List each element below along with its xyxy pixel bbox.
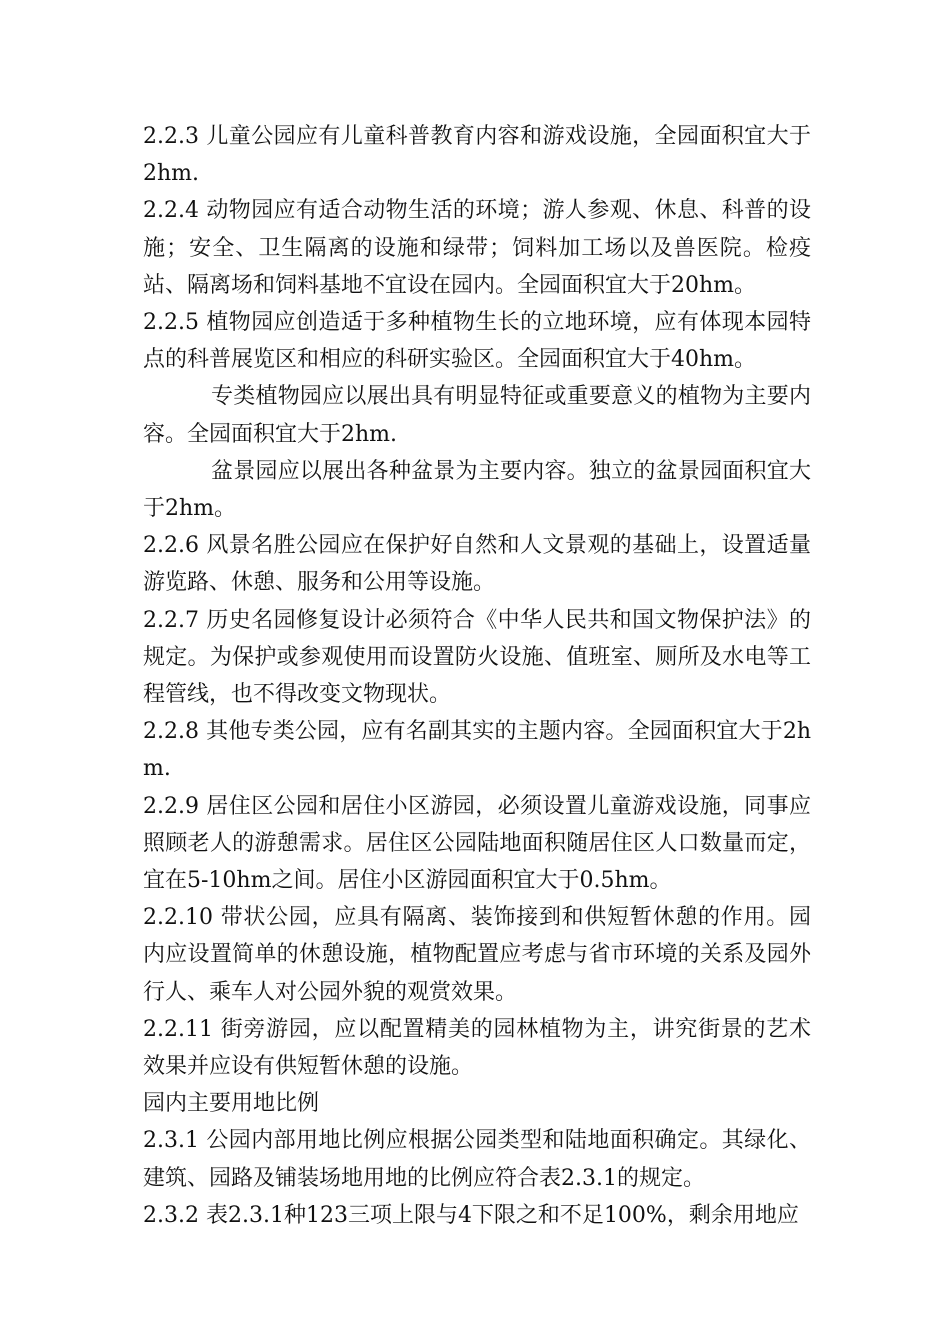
paragraph-2-2-10: 2.2.10 带状公园，应具有隔离、装饰接到和供短暂休憩的作用。园内应设置简单的休憩设施，植物配置应考虑与省市环境的关系及园外行人、乘车人对公园外貌的观赏效果。 xyxy=(143,905,811,1005)
document-body xyxy=(143,118,811,1234)
paragraph-2-2-8: 2.2.8 其他专类公园，应有名副其实的主题内容。全园面积宜大于2hm. xyxy=(143,719,811,782)
section-heading-land-use-ratio: 园内主要用地比例 xyxy=(143,1091,320,1117)
paragraph-2-3-1: 2.3.1 公园内部用地比例应根据公园类型和陆地面积确定。其绿化、建筑、园路及铺装场地用地的比例应符合表2.3.1的规定。 xyxy=(143,1128,811,1191)
paragraph-2-2-3: 2.2.3 儿童公园应有儿童科普教育内容和游戏设施，全园面积宜大于2hm. xyxy=(143,124,811,187)
paragraph-2-2-5: 2.2.5 植物园应创造适于多种植物生长的立地环境，应有体现本园特点的科普展览区和相应的科研实验区。全园面积宜大于40hm。 xyxy=(143,310,811,373)
paragraph-2-2-9: 2.2.9 居住区公园和居住小区游园，必须设置儿童游戏设施，同事应照顾老人的游憩需求。居住区公园陆地面积随居住区人口数量而定，宜在5-10hm之间。居住小区游园面积宜大于0.5hm。 xyxy=(143,793,811,894)
paragraph-specialty-botanical-garden: 专类植物园应以展出具有明显特征或重要意义的植物为主要内容。全园面积宜大于2hm. xyxy=(143,384,811,447)
paragraph-2-2-7: 2.2.7 历史名园修复设计必须符合《中华人民共和国文物保护法》的规定。为保护或参观使用而设置防火设施、值班室、厕所及水电等工程管线，也不得改变文物现状。 xyxy=(143,607,811,708)
paragraph-2-3-2: 2.3.2 表2.3.1种123三项上限与4下限之和不足100%，剩余用地应 xyxy=(143,1202,799,1228)
paragraph-2-2-4: 2.2.4 动物园应有适合动物生活的环境；游人参观、休息、科普的设施；安全、卫生隔离的设施和绿带；饲料加工场以及兽医院。检疫站、隔离场和饲料基地不宜设在园内。全园面积宜大于20hm。 xyxy=(143,198,811,298)
paragraph-2-2-11: 2.2.11 街旁游园，应以配置精美的园林植物为主，讲究街景的艺术效果并应设有供短暂休憩的设施。 xyxy=(143,1016,811,1080)
paragraph-2-2-6: 2.2.6 风景名胜公园应在保护好自然和人文景观的基础上，设置适量游览路、休憩、服务和公用等设施。 xyxy=(143,533,811,596)
paragraph-bonsai-garden: 盆景园应以展出各种盆景为主要内容。独立的盆景园面积宜大于2hm。 xyxy=(143,458,811,522)
